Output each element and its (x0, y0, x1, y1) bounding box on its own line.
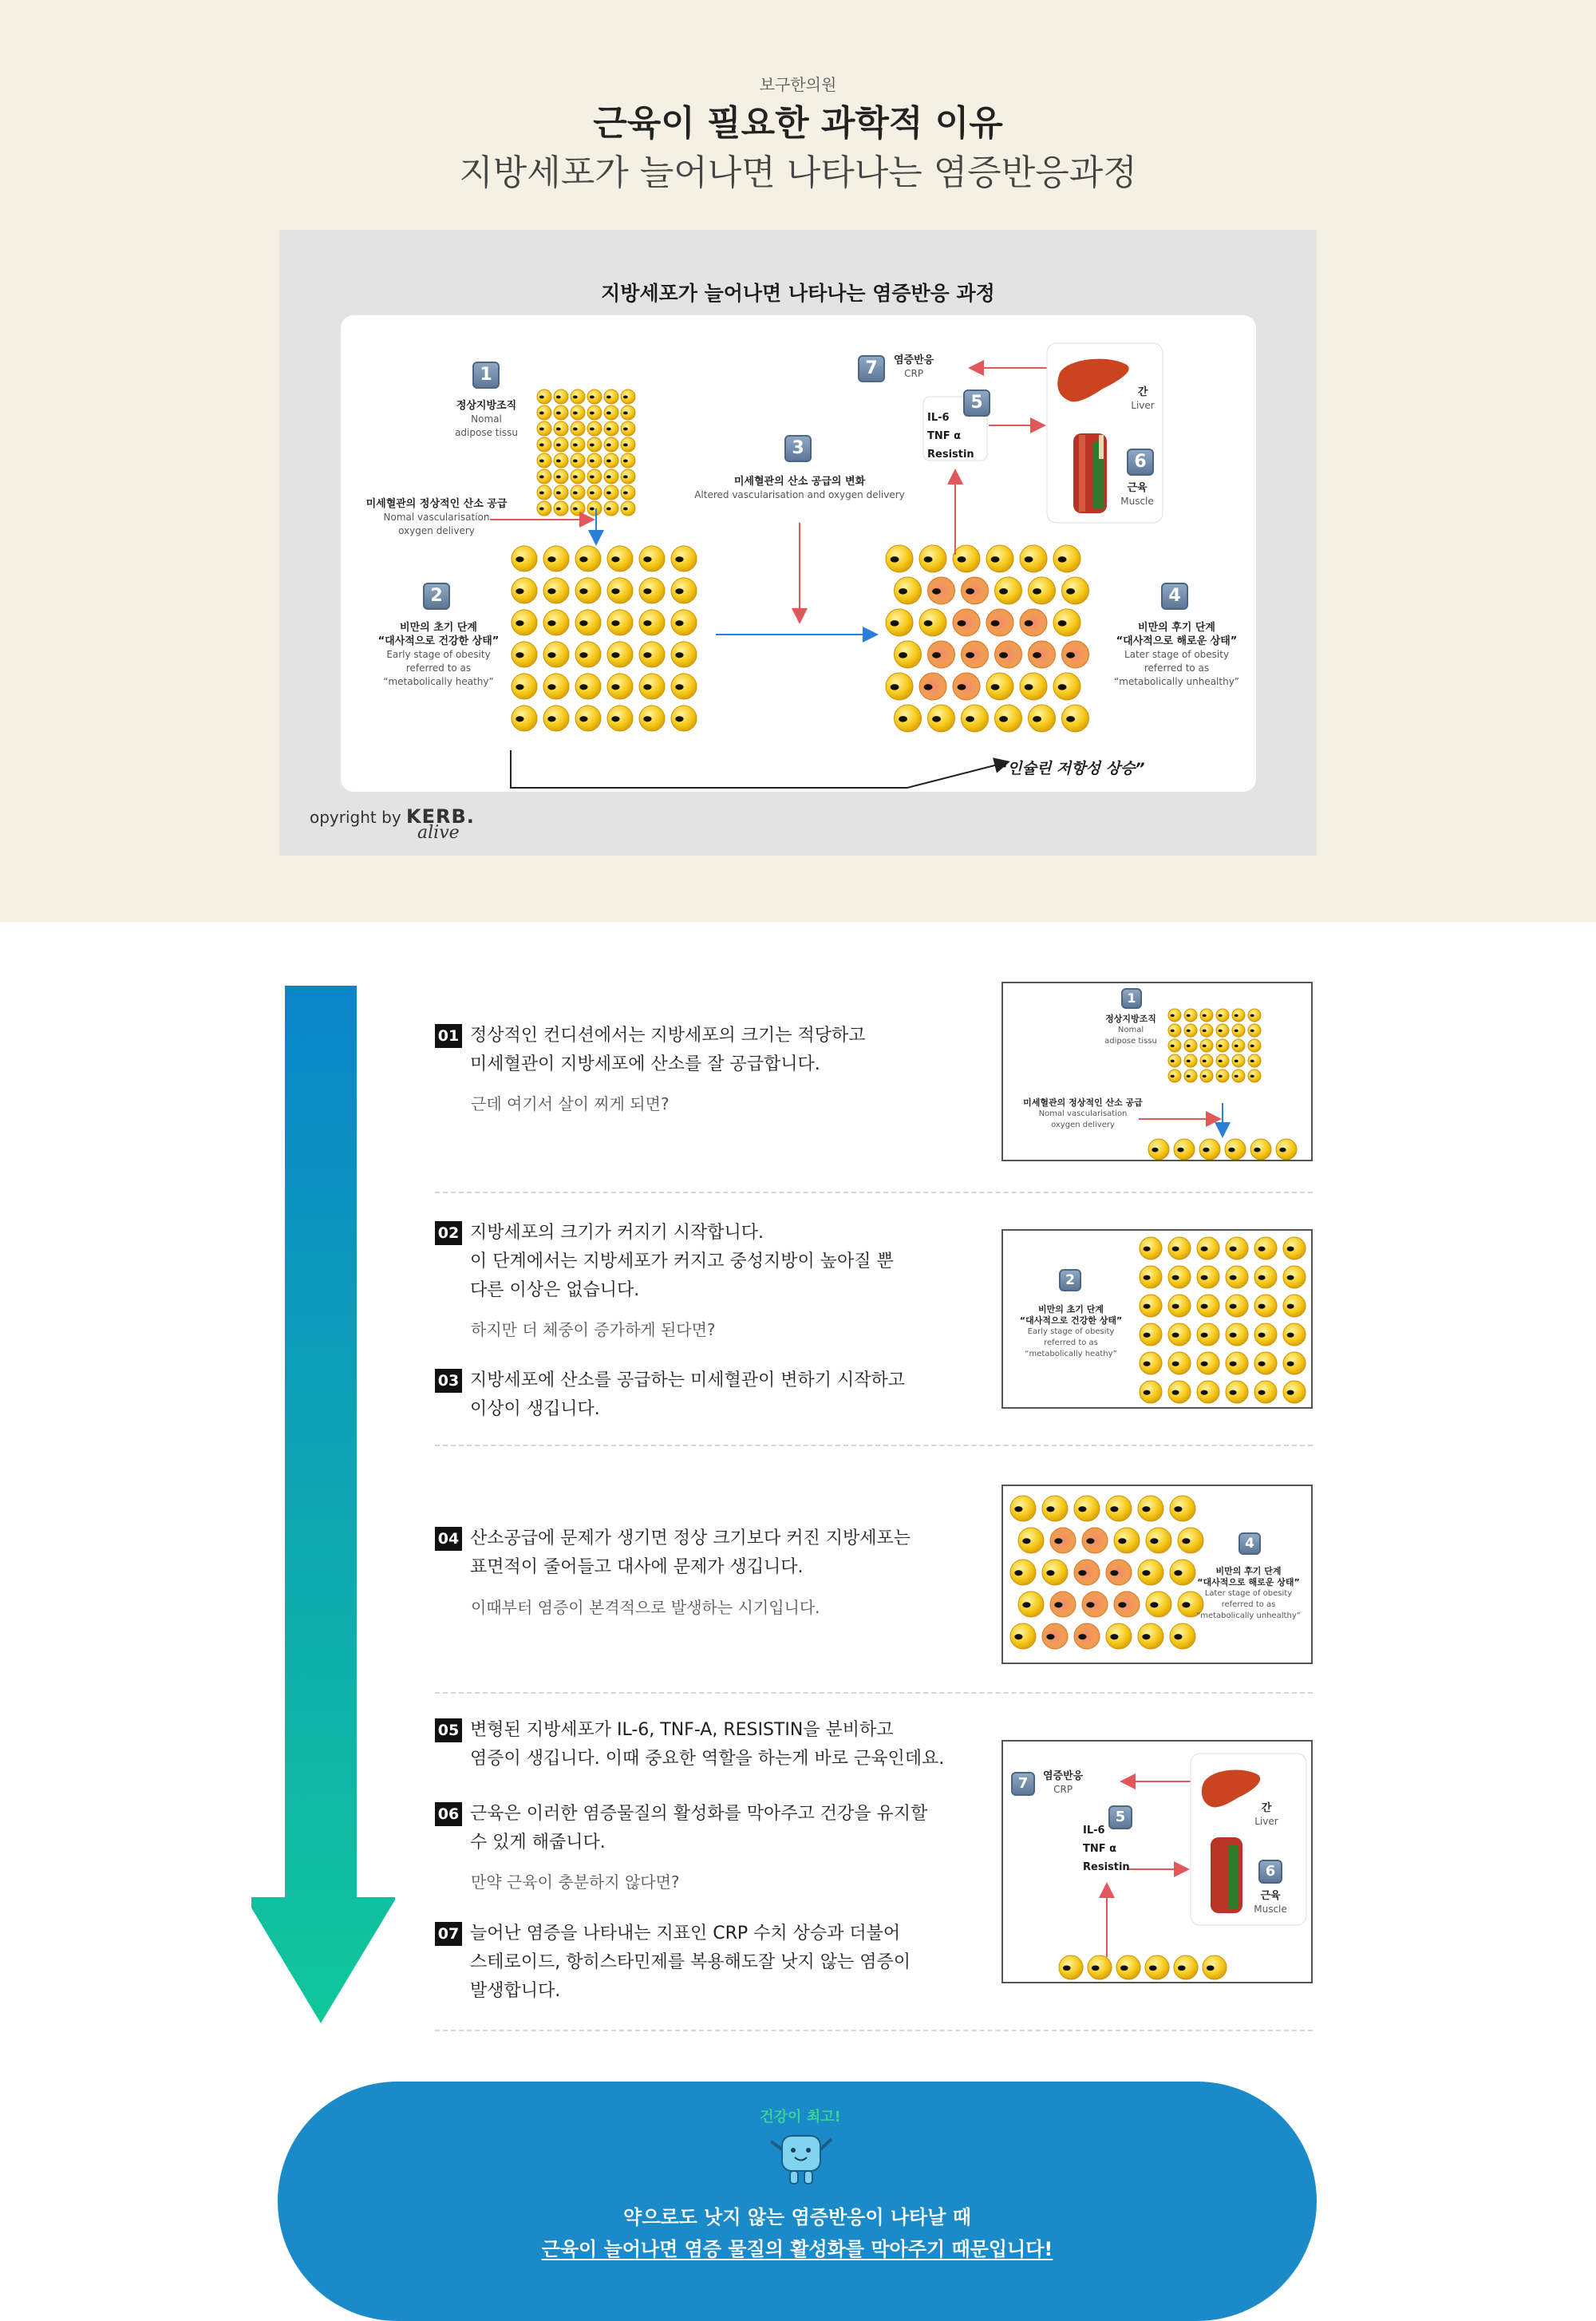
fat-cell (1254, 1352, 1277, 1374)
svg-text:건강이 최고!: 건강이 최고! (760, 2109, 841, 2125)
fat-cell (1283, 1237, 1306, 1259)
fat-cell (537, 469, 551, 484)
mascot-icon (749, 2106, 852, 2193)
fat-cell (1018, 1528, 1044, 1553)
fat-cell (1140, 1381, 1162, 1403)
fat-cell (1138, 1623, 1163, 1649)
fat-cell (1029, 705, 1056, 732)
step-03-text: 03 지방세포에 산소를 공급하는 미세혈관이 변하기 시작하고 이상이 생깁니다. (435, 1366, 905, 1424)
step-04-text: 04 산소공급에 문제가 생기면 정상 크기보다 커진 지방세포는 표면적이 줄어들고 대사에 문제가 생깁니다. (435, 1524, 911, 1582)
fat-cell (995, 705, 1022, 732)
fat-cell (1138, 1496, 1163, 1521)
inflamed-fat-cell (962, 577, 989, 604)
fat-cell (1216, 1009, 1229, 1022)
fat-cell (554, 469, 568, 484)
fat-cell (587, 421, 602, 436)
inflamed-fat-cell (1050, 1591, 1076, 1617)
fat-cell (895, 705, 922, 732)
fat-cell (621, 485, 635, 500)
inflamed-fat-cell (1020, 609, 1047, 636)
inflamed-fat-cell (1114, 1591, 1140, 1617)
fat-cell (1250, 1139, 1271, 1160)
step-badge-5: 5 (963, 389, 990, 417)
fat-cell (1184, 1070, 1197, 1082)
fat-cell (587, 501, 602, 516)
fat-cell (543, 578, 569, 603)
fat-cell (1254, 1323, 1277, 1346)
fat-cell (571, 453, 585, 468)
cytokine-list: IL-6 TNF α Resistin (927, 412, 974, 461)
fat-cell (607, 578, 633, 603)
fat-cell (1184, 1054, 1197, 1067)
figure-card (341, 315, 1256, 792)
fat-cell (1200, 1070, 1213, 1082)
label-altered-vasc: 미세혈관의 산소 공급의 변화 Altered vascularisation and oxygen delivery (694, 476, 905, 500)
inflamed-fat-cell (962, 641, 989, 668)
fat-cell (1283, 1323, 1306, 1346)
divider (435, 1445, 1313, 1446)
fat-cell (1074, 1496, 1100, 1521)
fat-cell (986, 673, 1013, 700)
fat-cell (1283, 1352, 1306, 1374)
fat-cell (671, 642, 697, 667)
page-title: 근육이 필요한 과학적 이유 (593, 103, 1003, 144)
thumb-card-5: 7 염증반응 CRP 5 IL-6 TNF α Resistin 간 Liver 6 근육 Muscle (1001, 1740, 1313, 1983)
step-badge-4: 4 (1161, 583, 1188, 610)
fat-cell (886, 609, 913, 636)
fat-cell (1010, 1623, 1036, 1649)
inflamed-fat-cell (953, 673, 980, 700)
fat-cell (1199, 1139, 1220, 1160)
fat-cell (604, 389, 618, 404)
fat-cell (1168, 1381, 1191, 1403)
fat-cell (604, 453, 618, 468)
fat-cell (1116, 1955, 1140, 1979)
fat-cell (543, 642, 569, 667)
fat-cell (1197, 1381, 1219, 1403)
label-early-stage: 비만의 초기 단계 “대사적으로 건강한 상태” Early stage of obesity referred to as “metabolically heathy” (377, 622, 500, 687)
page-subtitle: 지방세포가 늘어나면 나타나는 염증반응과정 (459, 152, 1137, 193)
fat-cell (1226, 1295, 1248, 1317)
step-07-text: 07 늘어난 염증을 나타내는 지표인 CRP 수치 상승과 더불어 스테로이드, 항히스타민제를 복용해도잘 낫지 않는 염증이 발생합니다. (435, 1920, 911, 2006)
muscle-icon (1073, 433, 1107, 513)
fat-cell (1226, 1237, 1248, 1259)
inflamed-fat-cell (1074, 1560, 1100, 1585)
divider (435, 1692, 1313, 1694)
fat-cell (1106, 1623, 1132, 1649)
fat-cell (554, 501, 568, 516)
fat-cell (639, 674, 665, 699)
step-badge-3: 3 (784, 435, 812, 462)
fat-cell (671, 706, 697, 731)
fat-cell (639, 610, 665, 635)
fat-cell (621, 453, 635, 468)
label-normal-tissue: 정상지방조직 Nomal adipose tissu (455, 400, 518, 438)
fat-cell (607, 610, 633, 635)
fat-cell (571, 469, 585, 484)
brand-logo: KERB. (406, 805, 475, 828)
label-liver: 간 Liver (1131, 386, 1155, 411)
fat-cell (621, 421, 635, 436)
fat-cell (1174, 1139, 1195, 1160)
fat-cell (986, 545, 1013, 572)
fat-cell (1059, 1955, 1083, 1979)
fat-cell (639, 546, 665, 571)
fat-cell (1168, 1237, 1191, 1259)
banner-line-1: 약으로도 낫지 않는 염증반응이 나타날 때 (623, 2206, 971, 2228)
step-06-text: 06 근육은 이러한 염증물질의 활성화를 막아주고 건강을 유지할 수 있게 해줍니다. (435, 1800, 927, 1857)
fat-cell (575, 706, 601, 731)
fat-cell (554, 437, 568, 452)
fat-cell (604, 421, 618, 436)
fat-cell (543, 706, 569, 731)
fat-cell (587, 405, 602, 420)
inflamed-fat-cell (1029, 641, 1056, 668)
step-06-question: 만약 근육이 충분하지 않다면? (471, 1872, 680, 1892)
fat-cell (537, 453, 551, 468)
fat-cell (587, 437, 602, 452)
fat-cell (1226, 1352, 1248, 1374)
fat-cell (1140, 1352, 1162, 1374)
fat-cell (554, 421, 568, 436)
fat-cell (1226, 1381, 1248, 1403)
fat-cell (1184, 1039, 1197, 1052)
fat-cell (1200, 1024, 1213, 1037)
step-01-question: 근데 여기서 살이 찌게 되면? (471, 1094, 670, 1113)
fat-cell (1283, 1295, 1306, 1317)
fat-cell (1010, 1560, 1036, 1585)
fat-cell (1197, 1295, 1219, 1317)
fat-cell (1168, 1295, 1191, 1317)
fat-cell (1216, 1054, 1229, 1067)
fat-cell (1200, 1009, 1213, 1022)
fat-cell (1168, 1054, 1181, 1067)
fat-cell (671, 610, 697, 635)
fat-cell (1140, 1237, 1162, 1259)
fat-cell (575, 610, 601, 635)
fat-cell (512, 546, 537, 571)
fat-cell (1168, 1352, 1191, 1374)
inflamed-fat-cell (919, 673, 946, 700)
fat-cell (1283, 1381, 1306, 1403)
fat-cell (604, 405, 618, 420)
fat-cell (1248, 1024, 1261, 1037)
fat-cell (1232, 1054, 1245, 1067)
early-fat-cells (512, 546, 697, 731)
fat-cell (1226, 1323, 1248, 1346)
fat-cell (1248, 1009, 1261, 1022)
fat-cell (621, 469, 635, 484)
fat-cell (604, 437, 618, 452)
fat-cell (1225, 1139, 1246, 1160)
fat-cell (621, 405, 635, 420)
fat-cell (1200, 1054, 1213, 1067)
fat-cell (1168, 1323, 1191, 1346)
fat-cell (1216, 1070, 1229, 1082)
clinic-name: 보구한의원 (759, 75, 837, 94)
fat-cell (575, 674, 601, 699)
fat-cell (537, 485, 551, 500)
fat-cell (1248, 1070, 1261, 1082)
fat-cell (928, 705, 955, 732)
fat-cell (886, 545, 913, 572)
label-normal-vasc: 미세혈관의 정상적인 산소 공급 Nomal vascularisation oxygen delivery (365, 498, 508, 536)
fat-cell (554, 485, 568, 500)
inflamed-fat-cell (1074, 1623, 1100, 1649)
fat-cell (1197, 1323, 1219, 1346)
label-late-stage: 비만의 후기 단계 “대사적으로 해로운 상태” Later stage of obesity referred to as “metabolically unhealthy” (1113, 622, 1240, 687)
inflamed-fat-cell (1106, 1560, 1132, 1585)
inflamed-fat-cell (1062, 641, 1089, 668)
fat-cell (1145, 1955, 1169, 1979)
inflamed-fat-cell (986, 609, 1013, 636)
fat-cell (671, 546, 697, 571)
fat-cell (1062, 577, 1089, 604)
fat-cell (1168, 1266, 1191, 1288)
fat-cell (1232, 1039, 1245, 1052)
late-fat-cells (886, 545, 1089, 732)
step-05-text: 05 변형된 지방세포가 IL-6, TNF-A, RESISTIN을 분비하고 염증이 생깁니다. 이때 중요한 역할을 하는게 바로 근육인데요. (435, 1716, 944, 1773)
fat-cell (919, 545, 946, 572)
fat-cell (571, 485, 585, 500)
insulin-arrow (511, 750, 1007, 788)
fat-cell (1232, 1070, 1245, 1082)
fat-cell (1254, 1381, 1277, 1403)
fat-cell (1216, 1024, 1229, 1037)
fat-cell (1114, 1528, 1140, 1553)
label-crp: 염증반응 CRP (894, 354, 934, 379)
fat-cell (895, 577, 922, 604)
fat-cell (571, 421, 585, 436)
thumb-card-1: 1 정상지방조직 Nomal adipose tissu 미세혈관의 정상적인 산소 공급 Nomal vascularisation oxygen delivery (1001, 982, 1313, 1161)
fat-cell (571, 389, 585, 404)
fat-cell (1283, 1266, 1306, 1288)
step-01-text: 01 정상적인 컨디션에서는 지방세포의 크기는 적당하고 미세혈관이 지방세포에 산소를 잘 공급합니다. (435, 1022, 866, 1079)
fat-cell (1053, 673, 1080, 700)
fat-cell (1146, 1528, 1171, 1553)
inflamed-fat-cell (928, 577, 955, 604)
fat-cell (575, 578, 601, 603)
fat-cell (1254, 1237, 1277, 1259)
fat-cell (639, 642, 665, 667)
fat-cell (1146, 1591, 1171, 1617)
inflamed-fat-cell (1082, 1591, 1108, 1617)
fat-cell (1178, 1528, 1203, 1553)
divider (435, 2030, 1313, 2031)
fat-cell (1062, 705, 1089, 732)
banner-line-2: 근육이 늘어나면 염증 물질의 활성화를 막아주기 때문입니다! (541, 2238, 1053, 2260)
fat-cell (962, 705, 989, 732)
fat-cell (571, 437, 585, 452)
fat-cell (543, 674, 569, 699)
fat-cell (621, 437, 635, 452)
fat-cell (1184, 1009, 1197, 1022)
fat-cell (1053, 609, 1080, 636)
fat-cell (512, 706, 537, 731)
inflamed-fat-cell (1082, 1528, 1108, 1553)
fat-cell (1232, 1009, 1245, 1022)
fat-cell (895, 641, 922, 668)
step-02-text: 02 지방세포의 크기가 커지기 시작합니다. 이 단계에서는 지방세포가 커지고 중성지방이 높아질 뿐 다른 이상은 없습니다. (435, 1219, 894, 1305)
inflamed-fat-cell (928, 641, 955, 668)
fat-cell (621, 389, 635, 404)
copyright: opyright by KERB. alive (310, 805, 475, 843)
fat-cell (543, 610, 569, 635)
fat-cell (1170, 1623, 1195, 1649)
inflamed-fat-cell (995, 641, 1022, 668)
thumb-card-4: 4 비만의 후기 단계 “대사적으로 해로운 상태” Later stage of obesity referred to as “metabolically unhealthy” (1001, 1485, 1313, 1664)
fat-cell (607, 642, 633, 667)
fat-cell (1216, 1039, 1229, 1052)
fat-cell (1254, 1266, 1277, 1288)
fat-cell (587, 389, 602, 404)
fat-cell (1168, 1070, 1181, 1082)
fat-cell (512, 578, 537, 603)
fat-cell (571, 405, 585, 420)
fat-cell (607, 674, 633, 699)
fat-cell (1232, 1024, 1245, 1037)
divider (435, 1192, 1313, 1193)
fat-cell (639, 706, 665, 731)
fat-cell (1106, 1496, 1132, 1521)
fat-cell (1197, 1352, 1219, 1374)
fat-cell (1042, 1560, 1068, 1585)
insulin-resistance-label: “인슐린 저항성 상승” (998, 760, 1145, 777)
step-badge-1: 1 (472, 362, 500, 389)
fat-cell (1138, 1560, 1163, 1585)
fat-cell (1010, 1496, 1036, 1521)
step-02-question: 하지만 더 체중이 증가하게 된다면? (471, 1320, 716, 1339)
fat-cell (604, 501, 618, 516)
fat-cell (575, 642, 601, 667)
step-badge-7: 7 (858, 355, 885, 382)
inflamed-fat-cell (953, 609, 980, 636)
main-figure (279, 230, 1317, 856)
figure-title: 지방세포가 늘어나면 나타나는 염증반응 과정 (601, 282, 995, 305)
fat-cell (1018, 1591, 1044, 1617)
header-section (0, 0, 1596, 922)
fat-cell (1029, 577, 1056, 604)
flow-down-arrow (251, 986, 395, 2023)
inflamed-fat-cell (1050, 1528, 1076, 1553)
fat-cell (1088, 1955, 1112, 1979)
inflamed-fat-cell (1042, 1623, 1068, 1649)
fat-cell (886, 673, 913, 700)
thumb-card-2: 2 비만의 초기 단계 “대사적으로 건강한 상태” Early stage of obesity referred to as “metabolically heathy” (1001, 1229, 1313, 1409)
fat-cell (1276, 1139, 1297, 1160)
fat-cell (554, 453, 568, 468)
fat-cell (1053, 545, 1080, 572)
fat-cell (554, 405, 568, 420)
fat-cell (1140, 1295, 1162, 1317)
fat-cell (554, 389, 568, 404)
fat-cell (1042, 1496, 1068, 1521)
fat-cell (919, 609, 946, 636)
bottom-banner (278, 2082, 1317, 2321)
fat-cell (1148, 1139, 1169, 1160)
fat-cell (604, 469, 618, 484)
fat-cell (995, 577, 1022, 604)
fat-cell (1174, 1955, 1198, 1979)
fat-cell (587, 453, 602, 468)
fat-cell (571, 501, 585, 516)
fat-cell (587, 485, 602, 500)
fat-cell (587, 469, 602, 484)
label-muscle: 근육 Muscle (1120, 482, 1154, 507)
fat-cell (1200, 1039, 1213, 1052)
fat-cell (575, 546, 601, 571)
fat-cell (543, 546, 569, 571)
fat-cell (604, 485, 618, 500)
fat-cell (1020, 673, 1047, 700)
fat-cell (621, 501, 635, 516)
fat-cell (1184, 1024, 1197, 1037)
fat-cell (537, 501, 551, 516)
fat-cell (1197, 1237, 1219, 1259)
fat-cell (639, 578, 665, 603)
step-badge-6: 6 (1127, 449, 1154, 476)
fat-cell (1197, 1266, 1219, 1288)
step-badge-2: 2 (423, 583, 450, 610)
fat-cell (607, 546, 633, 571)
fat-cell (1226, 1266, 1248, 1288)
step-04-question: 이때부터 염증이 본격적으로 발생하는 시기입니다. (471, 1598, 820, 1617)
fat-cell (1248, 1054, 1261, 1067)
fat-cell (1203, 1955, 1227, 1979)
fat-cell (1248, 1039, 1261, 1052)
fat-cell (671, 578, 697, 603)
fat-cell (671, 674, 697, 699)
fat-cell (1140, 1266, 1162, 1288)
fat-cell (1170, 1496, 1195, 1521)
fat-cell (1254, 1295, 1277, 1317)
fat-cell (953, 545, 980, 572)
fat-cell (1020, 545, 1047, 572)
fat-cell (1140, 1323, 1162, 1346)
fat-cell (607, 706, 633, 731)
